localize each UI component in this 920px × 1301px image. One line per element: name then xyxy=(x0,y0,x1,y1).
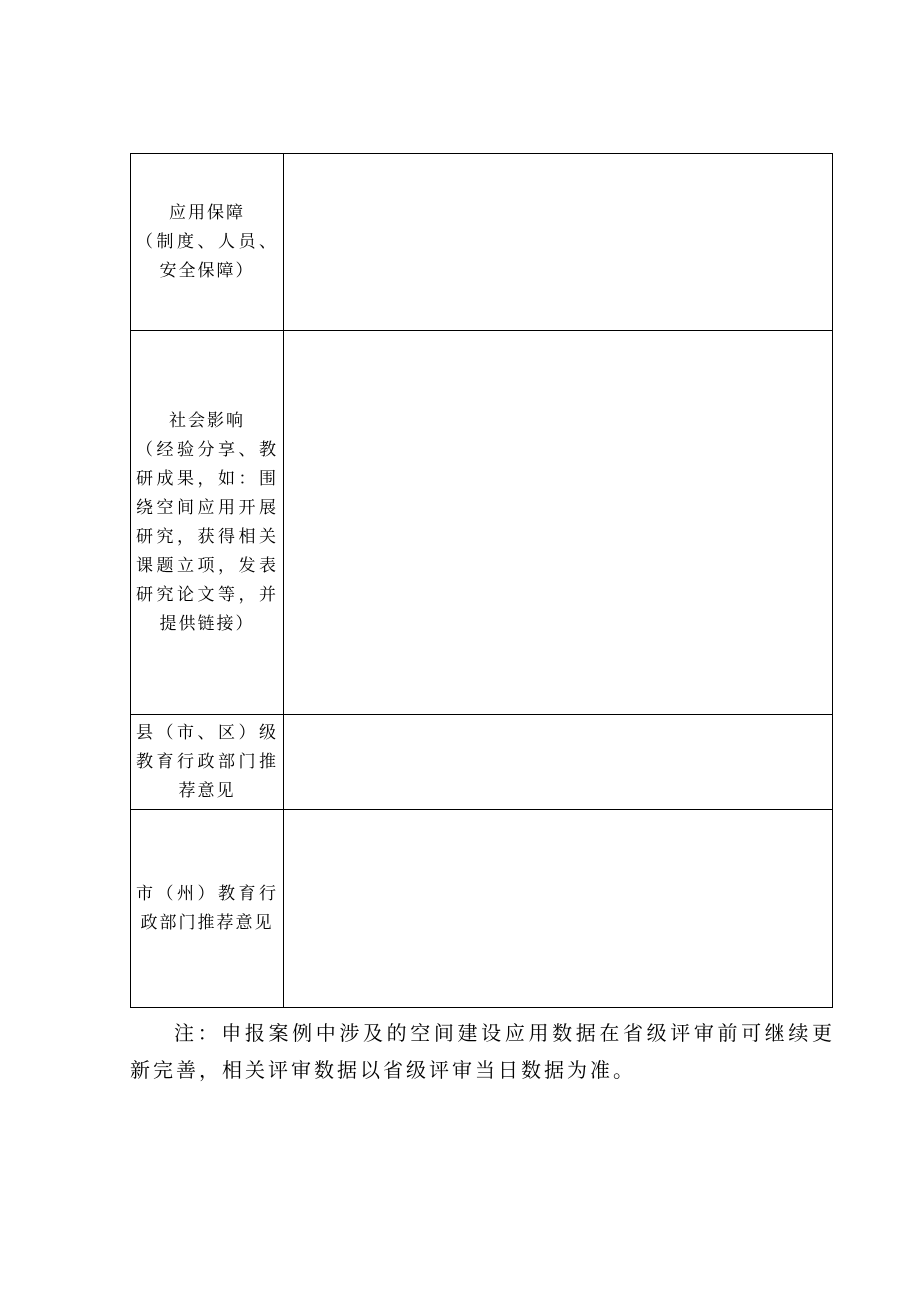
value-cell-city-recommendation[interactable] xyxy=(284,810,833,1008)
row-title: 应用保障 xyxy=(169,202,245,223)
row-subtitle: （经验分享、教研成果，如：围绕空间应用开展研究，获得相关课题立项，发表研究论文等，并提供链接） xyxy=(136,439,278,634)
label-cell-application-guarantee xyxy=(131,154,284,331)
footnote: 注：申报案例中涉及的空间建设应用数据在省级评审前可继续更新完善，相关评审数据以省级评审当日数据为准。 xyxy=(130,1021,835,1082)
application-form-table xyxy=(130,153,833,1008)
row-title: 社会影响 xyxy=(169,410,245,431)
table-row-county-recommendation xyxy=(131,715,833,810)
row-subtitle: 县（市、区）级教育行政部门推荐意见 xyxy=(136,722,278,801)
row-subtitle: （制度、人员、安全保障） xyxy=(136,231,278,281)
table-row-city-recommendation xyxy=(131,810,833,1008)
label-cell-city-recommendation xyxy=(131,810,284,1008)
value-cell-social-impact[interactable] xyxy=(284,331,833,715)
label-inner xyxy=(136,719,278,806)
row-subtitle: 市（州）教育行政部门推荐意见 xyxy=(136,883,278,933)
value-cell-application-guarantee[interactable] xyxy=(284,154,833,331)
label-cell-county-recommendation xyxy=(131,715,284,810)
table-row-application-guarantee xyxy=(131,154,833,331)
value-cell-county-recommendation[interactable] xyxy=(284,715,833,810)
label-cell-social-impact xyxy=(131,331,284,715)
label-inner xyxy=(136,407,278,639)
table-row-social-impact xyxy=(131,331,833,715)
label-inner xyxy=(136,199,278,286)
label-inner xyxy=(136,880,278,938)
